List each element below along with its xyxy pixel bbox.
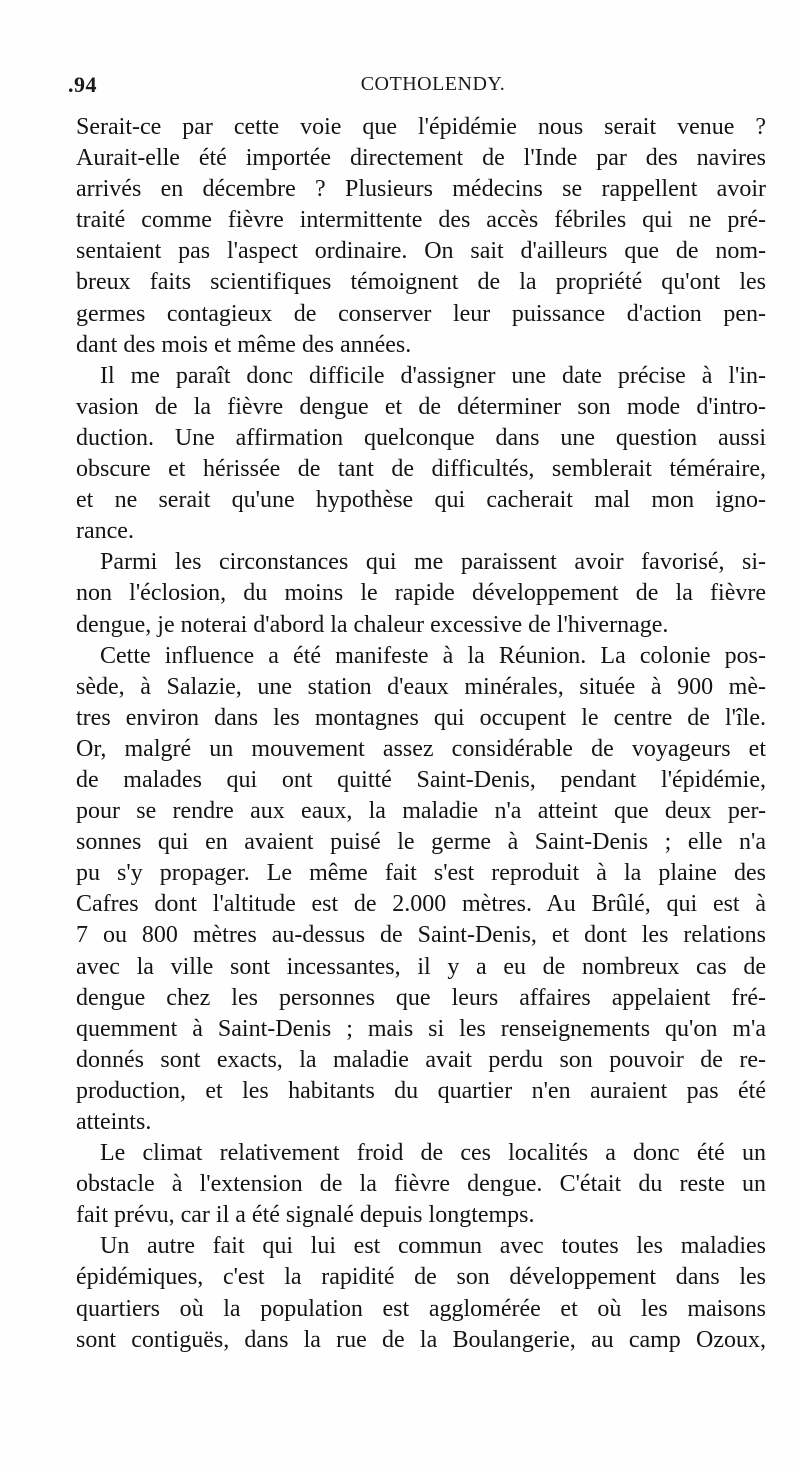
page-number: .94 bbox=[68, 72, 97, 97]
text-line: tres environ dans les montagnes qui occupent le centre de l'île. bbox=[76, 704, 766, 731]
text-line: arrivés en décembre ? Plusieurs médecins se rappellent avoir bbox=[76, 176, 766, 203]
text-line: et ne serait qu'une hypothèse qui cacherait mal mon igno- bbox=[76, 487, 766, 514]
text-line: avec la ville sont incessantes, il y a eu de nombreux cas de bbox=[76, 953, 766, 980]
text-line: pour se rendre aux eaux, la maladie n'a atteint que deux per- bbox=[76, 798, 766, 825]
text-line: quemment à Saint-Denis ; mais si les renseignements qu'on m'a bbox=[76, 1015, 766, 1042]
text-line: fait prévu, car il a été signalé depuis longtemps. bbox=[76, 1202, 535, 1229]
text-line: dengue, je noterai d'abord la chaleur excessive de l'hivernage. bbox=[76, 611, 669, 638]
text-line: rance. bbox=[76, 518, 134, 545]
text-line: pu s'y propager. Le même fait s'est reproduit à la plaine des bbox=[76, 860, 766, 887]
text-line: Cette influence a été manifeste à la Réunion. La colonie pos- bbox=[100, 642, 766, 669]
text-line: obscure et hérissée de tant de difficultés, semblerait téméraire, bbox=[76, 456, 766, 483]
text-line: Parmi les circonstances qui me paraissent avoir favorisé, si- bbox=[100, 549, 766, 576]
text-line: Un autre fait qui lui est commun avec toutes les maladies bbox=[100, 1233, 766, 1260]
text-line: 7 ou 800 mètres au-dessus de Saint-Denis, et dont les relations bbox=[76, 922, 766, 949]
text-line: non l'éclosion, du moins le rapide développement de la fièvre bbox=[76, 580, 766, 607]
text-line: duction. Une affirmation quelconque dans une question aussi bbox=[76, 424, 766, 451]
text-line: sonnes qui en avaient puisé le germe à Saint-Denis ; elle n'a bbox=[76, 829, 766, 856]
text-line: Il me paraît donc difficile d'assigner une date précise à l'in- bbox=[100, 362, 766, 389]
paragraph-2 bbox=[76, 361, 766, 548]
paragraph-6 bbox=[76, 1231, 766, 1355]
text-line: quartiers où la population est agglomérée et où les maisons bbox=[76, 1295, 766, 1322]
paragraph-3 bbox=[76, 547, 766, 640]
text-line: Or, malgré un mouvement assez considérable de voyageurs et bbox=[76, 735, 766, 762]
text-line: épidémiques, c'est la rapidité de son développement dans les bbox=[76, 1264, 766, 1291]
paragraph-5 bbox=[76, 1138, 766, 1231]
text-line: Le climat relativement froid de ces localités a donc été un bbox=[100, 1140, 766, 1167]
text-line: donnés sont exacts, la maladie avait perdu son pouvoir de re- bbox=[76, 1046, 766, 1073]
text-line: dengue chez les personnes que leurs affaires appelaient fré- bbox=[76, 984, 766, 1011]
text-line: breux faits scientifiques témoignent de la propriété qu'ont les bbox=[76, 269, 766, 296]
running-title: COTHOLENDY. bbox=[360, 73, 506, 95]
text-line: atteints. bbox=[76, 1109, 152, 1135]
text-line: de malades qui ont quitté Saint-Denis, pendant l'épidémie, bbox=[76, 766, 766, 793]
text-line: vasion de la fièvre dengue et de déterminer son mode d'intro- bbox=[76, 393, 766, 420]
text-line: dant des mois et même des années. bbox=[76, 331, 412, 358]
page-header bbox=[68, 64, 768, 104]
text-line: Aurait-elle été importée directement de l'Inde par des navires bbox=[76, 145, 766, 172]
text-line: traité comme fièvre intermittente des accès fébriles qui ne pré- bbox=[76, 207, 766, 234]
text-line: sentaient pas l'aspect ordinaire. On sait d'ailleurs que de nom- bbox=[76, 238, 766, 265]
text-line: sède, à Salazie, une station d'eaux minérales, située à 900 mè- bbox=[76, 673, 766, 700]
paragraph-4 bbox=[76, 641, 766, 1139]
text-line: obstacle à l'extension de la fièvre dengue. C'était du reste un bbox=[76, 1171, 766, 1198]
text-line: production, et les habitants du quartier n'en auraient pas été bbox=[76, 1077, 766, 1104]
text-line: sont contiguës, dans la rue de la Boulangerie, au camp Ozoux, bbox=[76, 1326, 766, 1353]
text-line: Cafres dont l'altitude est de 2.000 mètres. Au Brûlé, qui est à bbox=[76, 891, 766, 918]
text-line: Serait-ce par cette voie que l'épidémie nous serait venue ? bbox=[76, 114, 766, 140]
body-text bbox=[76, 112, 766, 1356]
paragraph-1 bbox=[76, 112, 766, 361]
text-line: germes contagieux de conserver leur puissance d'action pen- bbox=[76, 300, 766, 327]
